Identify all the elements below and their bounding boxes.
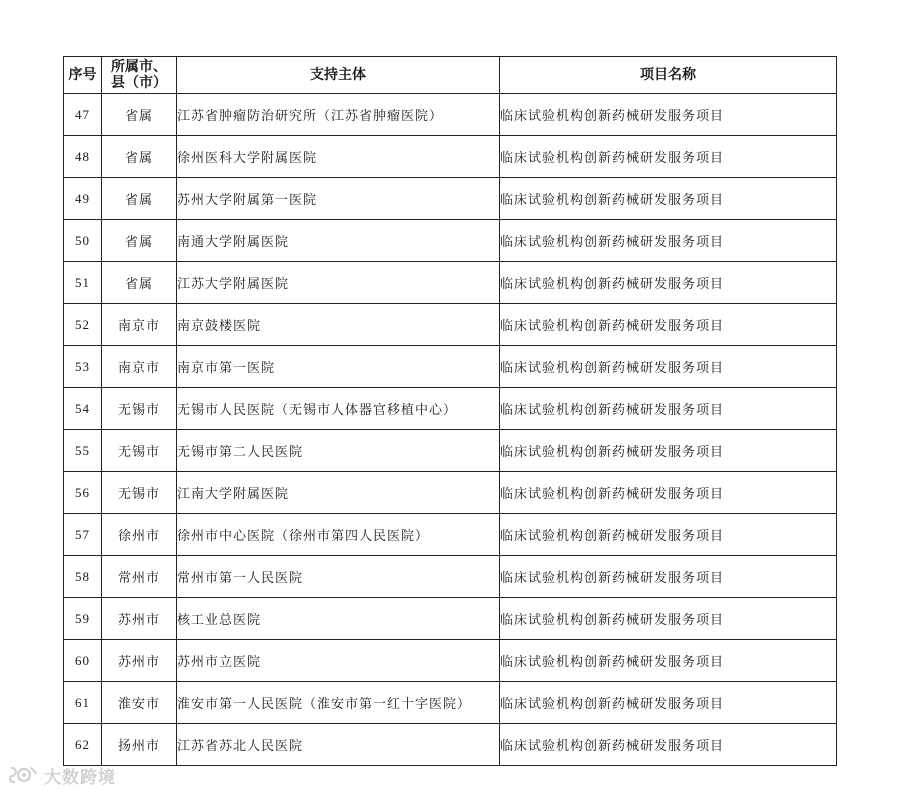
cell-project: 临床试验机构创新药械研发服务项目	[500, 430, 837, 472]
cell-org: 苏州大学附属第一医院	[177, 178, 500, 220]
cell-city: 徐州市	[102, 514, 177, 556]
header-city-line1: 所属市、	[111, 59, 167, 75]
cell-city: 扬州市	[102, 724, 177, 766]
cell-seq: 51	[64, 262, 102, 304]
cell-org: 南京鼓楼医院	[177, 304, 500, 346]
cell-seq: 60	[64, 640, 102, 682]
cell-org: 南京市第一医院	[177, 346, 500, 388]
cell-seq: 52	[64, 304, 102, 346]
table-row	[64, 724, 837, 766]
table-row	[64, 682, 837, 724]
cell-city: 苏州市	[102, 598, 177, 640]
cell-seq: 61	[64, 682, 102, 724]
cell-city: 无锡市	[102, 472, 177, 514]
cell-org: 徐州医科大学附属医院	[177, 136, 500, 178]
cell-seq: 58	[64, 556, 102, 598]
watermark-text: 大数跨境	[44, 767, 116, 788]
table-row	[64, 94, 837, 136]
table-row	[64, 556, 837, 598]
cell-city: 淮安市	[102, 682, 177, 724]
cell-seq: 48	[64, 136, 102, 178]
cell-project: 临床试验机构创新药械研发服务项目	[500, 220, 837, 262]
cell-org: 南通大学附属医院	[177, 220, 500, 262]
cell-project: 临床试验机构创新药械研发服务项目	[500, 682, 837, 724]
table-header-row	[64, 57, 837, 94]
cell-city: 无锡市	[102, 430, 177, 472]
table-row	[64, 514, 837, 556]
cell-city: 省属	[102, 94, 177, 136]
table-row	[64, 598, 837, 640]
cell-city: 省属	[102, 262, 177, 304]
header-city-line2: 县（市）	[111, 75, 167, 91]
watermark	[8, 763, 116, 787]
cell-city: 南京市	[102, 304, 177, 346]
cell-org: 无锡市人民医院（无锡市人体器官移植中心）	[177, 388, 500, 430]
cell-org: 徐州市中心医院（徐州市第四人民医院）	[177, 514, 500, 556]
table-row	[64, 178, 837, 220]
cell-seq: 54	[64, 388, 102, 430]
cell-project: 临床试验机构创新药械研发服务项目	[500, 556, 837, 598]
cell-city: 无锡市	[102, 388, 177, 430]
cell-project: 临床试验机构创新药械研发服务项目	[500, 514, 837, 556]
cell-project: 临床试验机构创新药械研发服务项目	[500, 136, 837, 178]
cell-project: 临床试验机构创新药械研发服务项目	[500, 262, 837, 304]
cell-project: 临床试验机构创新药械研发服务项目	[500, 346, 837, 388]
cell-project: 临床试验机构创新药械研发服务项目	[500, 472, 837, 514]
cell-org: 核工业总医院	[177, 598, 500, 640]
cell-project: 临床试验机构创新药械研发服务项目	[500, 598, 837, 640]
cell-city: 常州市	[102, 556, 177, 598]
cell-seq: 50	[64, 220, 102, 262]
cell-org: 淮安市第一人民医院（淮安市第一红十字医院）	[177, 682, 500, 724]
cell-project: 临床试验机构创新药械研发服务项目	[500, 640, 837, 682]
header-city	[102, 57, 177, 94]
cell-project: 临床试验机构创新药械研发服务项目	[500, 94, 837, 136]
table-row	[64, 640, 837, 682]
cell-seq: 62	[64, 724, 102, 766]
cell-city: 苏州市	[102, 640, 177, 682]
cell-city: 省属	[102, 220, 177, 262]
project-table	[63, 56, 837, 766]
cell-org: 无锡市第二人民医院	[177, 430, 500, 472]
cell-seq: 53	[64, 346, 102, 388]
logo-icon	[8, 764, 38, 786]
cell-seq: 56	[64, 472, 102, 514]
cell-org: 江苏省苏北人民医院	[177, 724, 500, 766]
table-row	[64, 430, 837, 472]
cell-project: 临床试验机构创新药械研发服务项目	[500, 388, 837, 430]
header-org: 支持主体	[177, 57, 500, 94]
table-row	[64, 220, 837, 262]
table-row	[64, 262, 837, 304]
cell-city: 省属	[102, 136, 177, 178]
table-row	[64, 472, 837, 514]
cell-seq: 57	[64, 514, 102, 556]
table-body	[64, 94, 837, 766]
cell-org: 江苏省肿瘤防治研究所（江苏省肿瘤医院）	[177, 94, 500, 136]
cell-org: 常州市第一人民医院	[177, 556, 500, 598]
cell-project: 临床试验机构创新药械研发服务项目	[500, 304, 837, 346]
document-sheet	[63, 56, 836, 766]
cell-seq: 47	[64, 94, 102, 136]
cell-org: 苏州市立医院	[177, 640, 500, 682]
cell-seq: 59	[64, 598, 102, 640]
cell-city: 南京市	[102, 346, 177, 388]
cell-project: 临床试验机构创新药械研发服务项目	[500, 178, 837, 220]
header-seq: 序号	[64, 57, 102, 94]
table-row	[64, 388, 837, 430]
cell-org: 江南大学附属医院	[177, 472, 500, 514]
cell-org: 江苏大学附属医院	[177, 262, 500, 304]
header-project: 项目名称	[500, 57, 837, 94]
table-row	[64, 346, 837, 388]
cell-seq: 49	[64, 178, 102, 220]
table-row	[64, 136, 837, 178]
table-row	[64, 304, 837, 346]
cell-seq: 55	[64, 430, 102, 472]
cell-city: 省属	[102, 178, 177, 220]
cell-project: 临床试验机构创新药械研发服务项目	[500, 724, 837, 766]
